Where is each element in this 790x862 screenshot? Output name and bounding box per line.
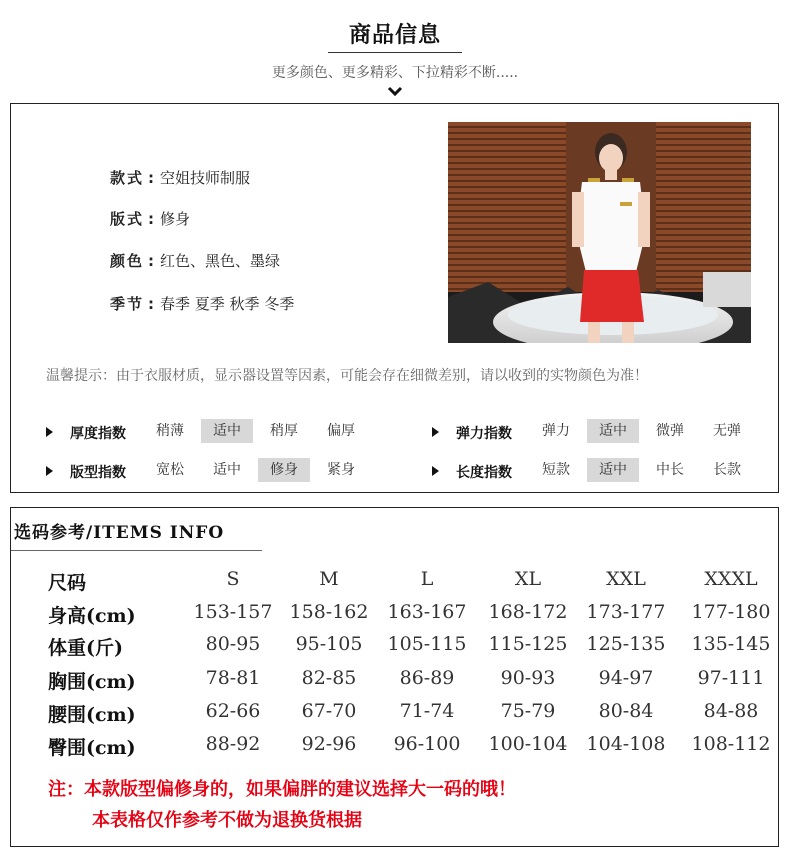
size-cell: 97-111: [697, 667, 765, 689]
spec-value: 修身: [160, 210, 191, 228]
triangle-right-icon: [432, 427, 439, 437]
size-cell: 67-70: [301, 700, 357, 722]
size-row-weight: [0, 633, 790, 663]
index-label: 长度指数: [456, 465, 512, 481]
size-cell: 94-97: [598, 667, 654, 689]
index-option: 长款: [713, 462, 741, 478]
index-option: 稍薄: [156, 423, 184, 439]
size-row-label: 体重(斤): [48, 637, 123, 659]
page-subtitle: 更多颜色、更多精彩、下拉精彩不断.....: [271, 65, 519, 81]
size-cell: 125-135: [586, 633, 666, 655]
size-note: 注：本款版型偏修身的，如果偏胖的建议选择大一码的哦！: [48, 779, 516, 800]
spec-key: 款式: [110, 169, 145, 187]
size-cell: 158-162: [289, 601, 369, 623]
index-option: 微弹: [656, 423, 684, 439]
size-row-bust: [0, 667, 790, 697]
size-cell: 163-167: [387, 601, 467, 623]
size-cell: 115-125: [488, 633, 568, 655]
spec-season: 季节 : 春季 夏季 秋季 冬季: [110, 295, 295, 313]
size-row-height: [0, 601, 790, 631]
size-row-hip: [0, 733, 790, 763]
size-cell: 177-180: [691, 601, 771, 623]
size-cell: 108-112: [691, 733, 771, 755]
index-option: 弹力: [542, 423, 570, 439]
size-cell: 173-177: [586, 601, 666, 623]
spec-style: 款式 : 空姐技师制服: [110, 169, 251, 187]
size-row-label: 臀围(cm): [48, 737, 136, 759]
size-cell: 80-84: [598, 700, 654, 722]
title-underline: [328, 52, 462, 53]
size-header-row: [0, 568, 790, 598]
triangle-right-icon: [432, 466, 439, 476]
size-cell: 62-66: [205, 700, 261, 722]
size-cell: 78-81: [205, 667, 261, 689]
index-option: 中长: [656, 462, 684, 478]
index-option: 无弹: [713, 423, 741, 439]
size-header-cell: XXXL: [704, 568, 758, 590]
index-option: 稍厚: [270, 423, 298, 439]
spec-value: 春季 夏季 秋季 冬季: [160, 295, 295, 313]
size-disclaimer: 本表格仅作参考不做为退换货根据: [92, 810, 362, 831]
size-row-waist: [0, 700, 790, 730]
size-header-label: 尺码: [48, 572, 87, 594]
size-cell: 153-157: [193, 601, 273, 623]
index-label: 版型指数: [70, 465, 126, 481]
index-label: 弹力指数: [456, 426, 512, 442]
spec-fit: 版式 : 修身: [110, 210, 191, 228]
size-cell: 105-115: [387, 633, 467, 655]
index-label: 厚度指数: [70, 426, 126, 442]
size-cell: 168-172: [488, 601, 568, 623]
index-option-selected: 适中: [587, 458, 639, 482]
product-photo: [448, 122, 751, 343]
index-option: 紧身: [327, 462, 355, 478]
size-cell: 82-85: [301, 667, 357, 689]
size-cell: 100-104: [488, 733, 568, 755]
size-cell: 80-95: [205, 633, 261, 655]
index-option-selected: 修身: [258, 458, 310, 482]
size-header-cell: L: [420, 568, 434, 590]
size-cell: 95-105: [295, 633, 363, 655]
size-header-cell: M: [319, 568, 339, 590]
size-cell: 75-79: [500, 700, 556, 722]
size-cell: 96-100: [393, 733, 461, 755]
size-chart-title-underline: [11, 550, 262, 551]
index-option: 宽松: [156, 462, 184, 478]
spec-value: 空姐技师制服: [160, 169, 251, 187]
size-chart-title: 选码参考/ITEMS INFO: [14, 523, 225, 543]
spec-color: 颜色 : 红色、黑色、墨绿: [110, 252, 281, 270]
index-option: 偏厚: [327, 423, 355, 439]
triangle-right-icon: [46, 427, 53, 437]
spec-value: 红色、黑色、墨绿: [160, 252, 281, 270]
spec-key: 颜色: [110, 252, 145, 270]
size-header-cell: XL: [514, 568, 542, 590]
chevron-down-icon: [386, 85, 404, 99]
index-option-selected: 适中: [587, 419, 639, 443]
size-cell: 135-145: [691, 633, 771, 655]
size-cell: 86-89: [399, 667, 455, 689]
spec-key: 季节: [110, 295, 145, 313]
size-row-label: 身高(cm): [48, 605, 136, 627]
size-cell: 71-74: [399, 700, 455, 722]
size-cell: 104-108: [586, 733, 666, 755]
index-option: 适中: [213, 462, 241, 478]
size-header-cell: XXL: [606, 568, 646, 590]
index-option: 短款: [542, 462, 570, 478]
size-cell: 92-96: [301, 733, 357, 755]
triangle-right-icon: [46, 466, 53, 476]
size-header-cell: S: [226, 568, 240, 590]
spec-key: 版式: [110, 210, 145, 228]
size-row-label: 腰围(cm): [48, 704, 136, 726]
size-cell: 90-93: [500, 667, 556, 689]
size-row-label: 胸围(cm): [48, 671, 136, 693]
index-option-selected: 适中: [201, 419, 253, 443]
size-cell: 88-92: [205, 733, 261, 755]
size-cell: 84-88: [703, 700, 759, 722]
tip-text: 温馨提示：由于衣服材质，显示器设置等因素，可能会存在细微差别，请以收到的实物颜色为准！: [46, 368, 648, 384]
page-title: 商品信息: [348, 23, 441, 48]
